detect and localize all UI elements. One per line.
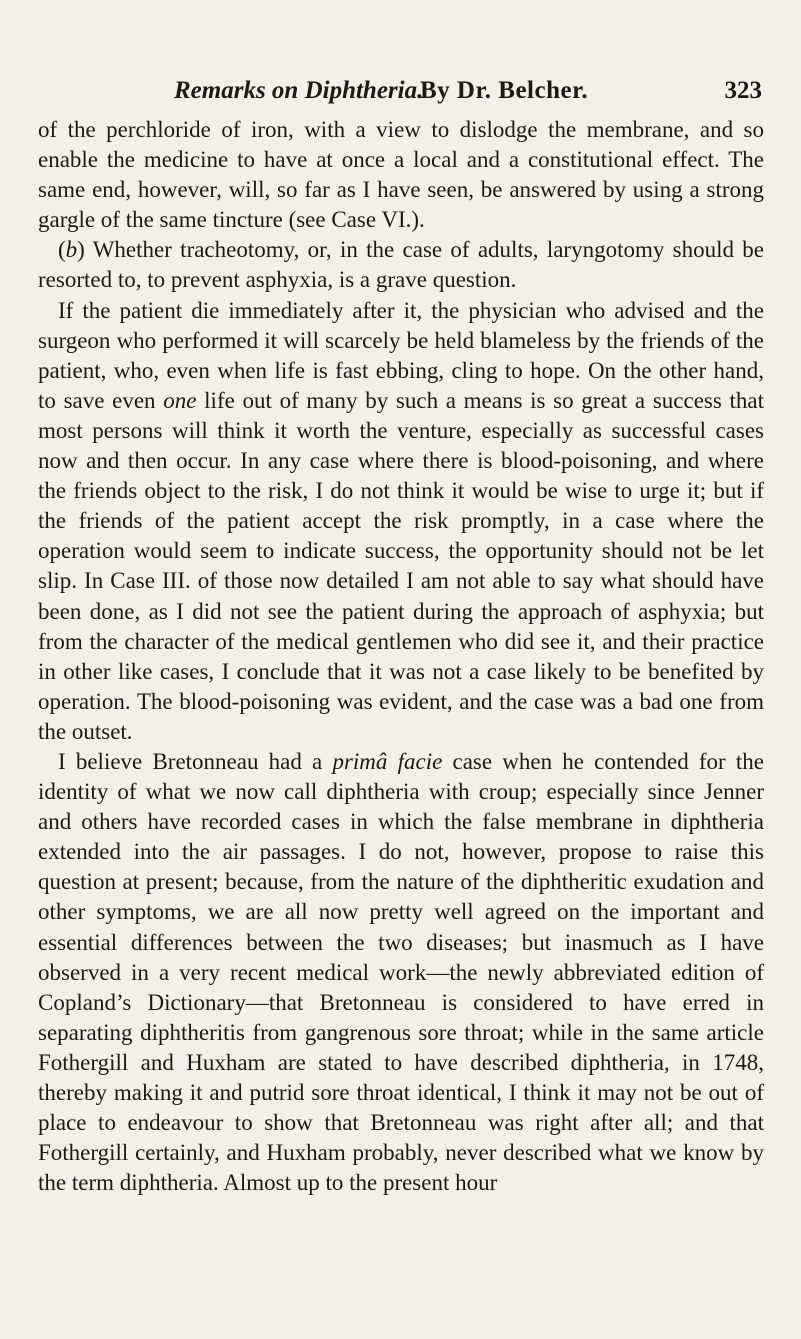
italic-segment: primâ facie [332,748,443,774]
italic-segment: b [65,237,78,263]
paragraph [38,115,764,235]
body-text [38,115,764,1198]
paragraph [38,235,764,295]
page-number: 323 [724,77,762,104]
text-segment: ) Whether tracheotomy, or, in the case of adults, laryngotomy should be resorted to, to prevent asphyxia, is a grave question. [38,237,764,293]
text-segment: If the patient die immediately after it, the physician who advised and the surgeon who performed it will scarcely be held blameless by the friends of the patient, who, even when life is fast ebbing, cling to hope. On the other hand, to save even [38,297,764,413]
running-head-title: Remarks on Diphtheria. [174,77,424,104]
running-head [38,74,764,108]
text-segment: ( [58,237,66,263]
book-page [38,74,764,1198]
paragraph [38,296,764,747]
paragraph [38,747,764,1198]
running-head-author: By Dr. Belcher. [420,77,589,104]
text-segment: I believe Bretonneau had a [58,748,333,774]
italic-segment: one [163,387,197,413]
text-segment: of the perchloride of iron, with a view to dislodge the membrane, and so enable the medicine to have at once a local and a constitutional effect. The same end, however, will, so far as I have seen, be answered by using a strong gargle of the same tincture (see Case VI.). [38,117,764,233]
text-segment: case when he contended for the identity of what we now call diphtheria with croup; especially since Jenner and others have recorded cases in which the false membrane in diphtheria extended into the air passages. I do not, however, propose to raise this question at present; because, from the nature of the diphtheritic exudation and other symptoms, we are all now pretty well agreed on the important and essential differences between the two diseases; but inasmuch as I have observed in a very recent medical work—the newly abbreviated edition of Copland’s Dictionary—that Bretonneau is considered to have erred in separating diphtheritis from gangrenous sore throat; while in the same article Fothergill and Huxham are stated to have described diphtheria, in 1748, thereby making it and putrid sore throat identical, I think it may not be out of place to endeavour to show that Bretonneau was right after all; and that Fothergill certainly, and Huxham probably, never described what we know by the term diphtheria. Almost up to the present hour [38,748,764,1196]
text-segment: life out of many by such a means is so great a success that most persons will think it worth the venture, especially as successful cases now and then occur. In any case where there is blood-poisoning, and where the friends object to the risk, I do not think it would be wise to urge it; but if the friends of the patient accept the risk promptly, in a case where the operation would seem to indicate success, the opportunity should not be let slip. In Case III. of those now detailed I am not able to say what should have been done, as I did not see the patient during the approach of asphyxia; but from the character of the medical gentlemen who did see it, and their practice in other like cases, I conclude that it was not a case likely to be benefited by operation. The blood-poisoning was evident, and the case was a bad one from the outset. [38,387,764,744]
